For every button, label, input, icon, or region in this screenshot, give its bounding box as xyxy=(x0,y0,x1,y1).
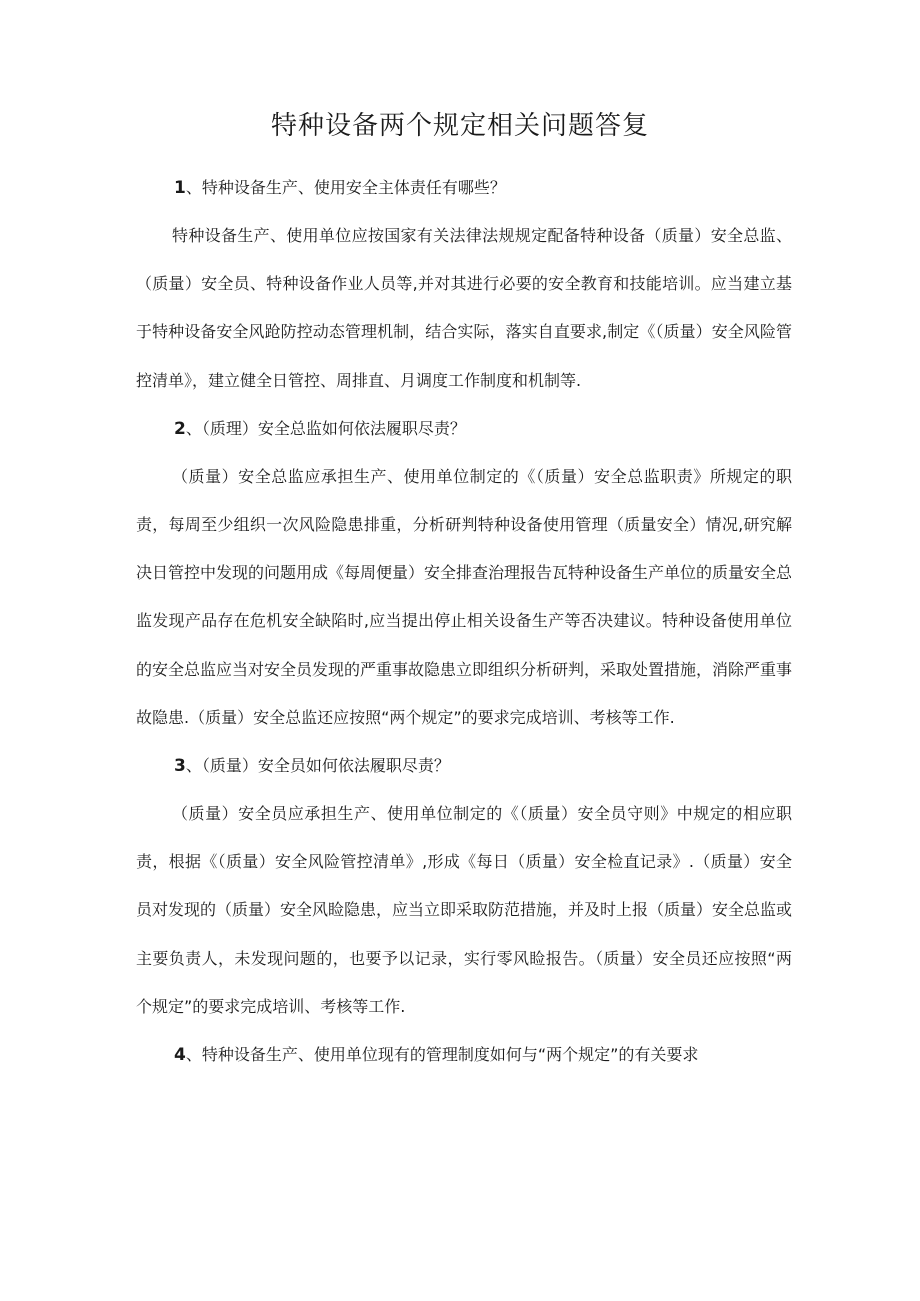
document-body xyxy=(136,164,792,1079)
answer-2: （质量）安全总监应承担生产、使用单位制定的《（质量）安全总监职责》所规定的职责，每周至少组织一次风险隐患排重，分析研判特种设备使用管理（质量安全）情况,研究解决日管控中发现的问题用成《每周便量）安全排查治理报告瓦特种设备生产单位的质量安全总监发现产品存在危机安全缺陷时,应当提出停止相关设备生产等否决建议。特种设备使用单位的安全总监应当对安全员发现的严重事故隐患立即组织分析研判，采取处置措施，消除严重事故隐患.（质量）安全总监还应按照“两个规定”的要求完成培训、考核等工作. xyxy=(136,466,793,727)
question-number: 4 xyxy=(174,1045,186,1066)
question-1 xyxy=(136,164,792,212)
question-text: 、（质理）安全总监如何依法履职尽责？ xyxy=(185,418,466,438)
question-2 xyxy=(136,405,792,453)
question-number: 2 xyxy=(174,418,186,439)
question-text: 、特种设备生产、使用单位现有的管理制度如何与“两个规定”的有关要求 xyxy=(185,1045,699,1065)
answer-1: 特种设备生产、使用单位应按国家有关法律法规规定配备特种设备（质量）安全总监、（质量）安全员、特种设备作业人员等,并对其进行必要的安全教育和技能培训。应当建立基于特种设备安全风跄防控动态管理机制，结合实际，落实自直要求,制定《（质量）安全风险管控清单》，建立健全日管控、周排直、月调度工作制度和机制等. xyxy=(136,226,792,390)
question-3 xyxy=(136,742,792,790)
question-number: 1 xyxy=(174,178,186,198)
question-text: 、（质量）安全员如何依法履职尽责？ xyxy=(185,756,450,776)
document-title: 特种设备两个规定相关问题答复 xyxy=(270,111,649,141)
question-4 xyxy=(136,1031,792,1079)
question-text: 、特种设备生产、使用安全主体责任有哪些？ xyxy=(185,178,506,197)
answer-3: （质量）安全员应承担生产、使用单位制定的《（质量）安全员守则》中规定的相应职责，根据《（质量）安全风险管控清单》,形成《每日（质量）安全检直记录》.（质量）安全员对发现的（质量）安全风睑隐患，应当立即采取防范措施，并及时上报（质量）安全总监或主要负责人，未发现问题的，也要予以记录，实行零风睑报告。（质量）安全员还应按照“两个规定”的要求完成培训、考核等工作. xyxy=(136,804,793,1016)
question-number: 3 xyxy=(174,756,186,777)
